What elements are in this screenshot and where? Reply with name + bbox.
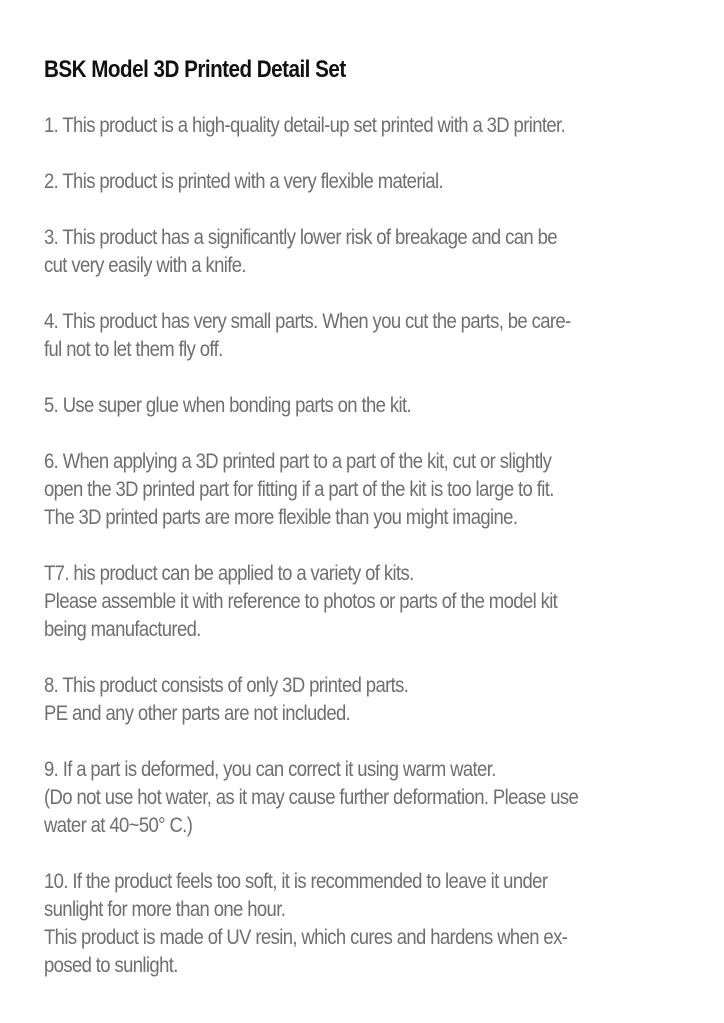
list-item bbox=[44, 868, 694, 980]
item-text-line: 9. If a part is deformed, you can correct it using warm water. bbox=[44, 758, 496, 781]
list-item bbox=[44, 392, 694, 420]
item-text-line: 10. If the product feels too soft, it is recommended to leave it under bbox=[44, 870, 548, 893]
item-text-line: T7. his product can be applied to a variety of kits. bbox=[44, 562, 414, 585]
list-item bbox=[44, 756, 694, 840]
list-item bbox=[44, 448, 694, 532]
list-item bbox=[44, 308, 694, 364]
item-text-line: water at 40~50° C.) bbox=[44, 814, 193, 837]
item-text-line: 8. This product consists of only 3D printed parts. bbox=[44, 674, 409, 697]
item-text-line: being manufactured. bbox=[44, 618, 201, 641]
item-text-line: 2. This product is printed with a very flexible material. bbox=[44, 170, 444, 193]
item-text-line: The 3D printed parts are more flexible than you might imagine. bbox=[44, 506, 518, 529]
item-text-line: 6. When applying a 3D printed part to a part of the kit, cut or slightly bbox=[44, 450, 552, 473]
list-item bbox=[44, 560, 694, 644]
item-text-line: 4. This product has very small parts. When you cut the parts, be care- bbox=[44, 310, 571, 333]
list-item bbox=[44, 224, 694, 280]
item-text-line: This product is made of UV resin, which cures and hardens when ex- bbox=[44, 926, 568, 949]
item-text-line: 1. This product is a high-quality detail-up set printed with a 3D printer. bbox=[44, 114, 566, 137]
item-text-line: PE and any other parts are not included. bbox=[44, 702, 351, 725]
item-text-line: (Do not use hot water, as it may cause further deformation. Please use bbox=[44, 786, 579, 809]
item-text-line: cut very easily with a knife. bbox=[44, 254, 246, 277]
item-text-line: posed to sunlight. bbox=[44, 954, 178, 977]
item-text-line: 3. This product has a significantly lower risk of breakage and can be bbox=[44, 226, 557, 249]
item-text-line: ful not to let them fly off. bbox=[44, 338, 223, 361]
item-text-line: open the 3D printed part for fitting if a part of the kit is too large to fit. bbox=[44, 478, 554, 501]
list-item bbox=[44, 672, 694, 728]
item-text-line: sunlight for more than one hour. bbox=[44, 898, 286, 921]
item-text-line: Please assemble it with reference to photos or parts of the model kit bbox=[44, 590, 558, 613]
list-item bbox=[44, 168, 694, 196]
item-text-line: 5. Use super glue when bonding parts on the kit. bbox=[44, 394, 411, 417]
document-title: BSK Model 3D Printed Detail Set bbox=[44, 56, 346, 83]
list-item bbox=[44, 112, 694, 140]
